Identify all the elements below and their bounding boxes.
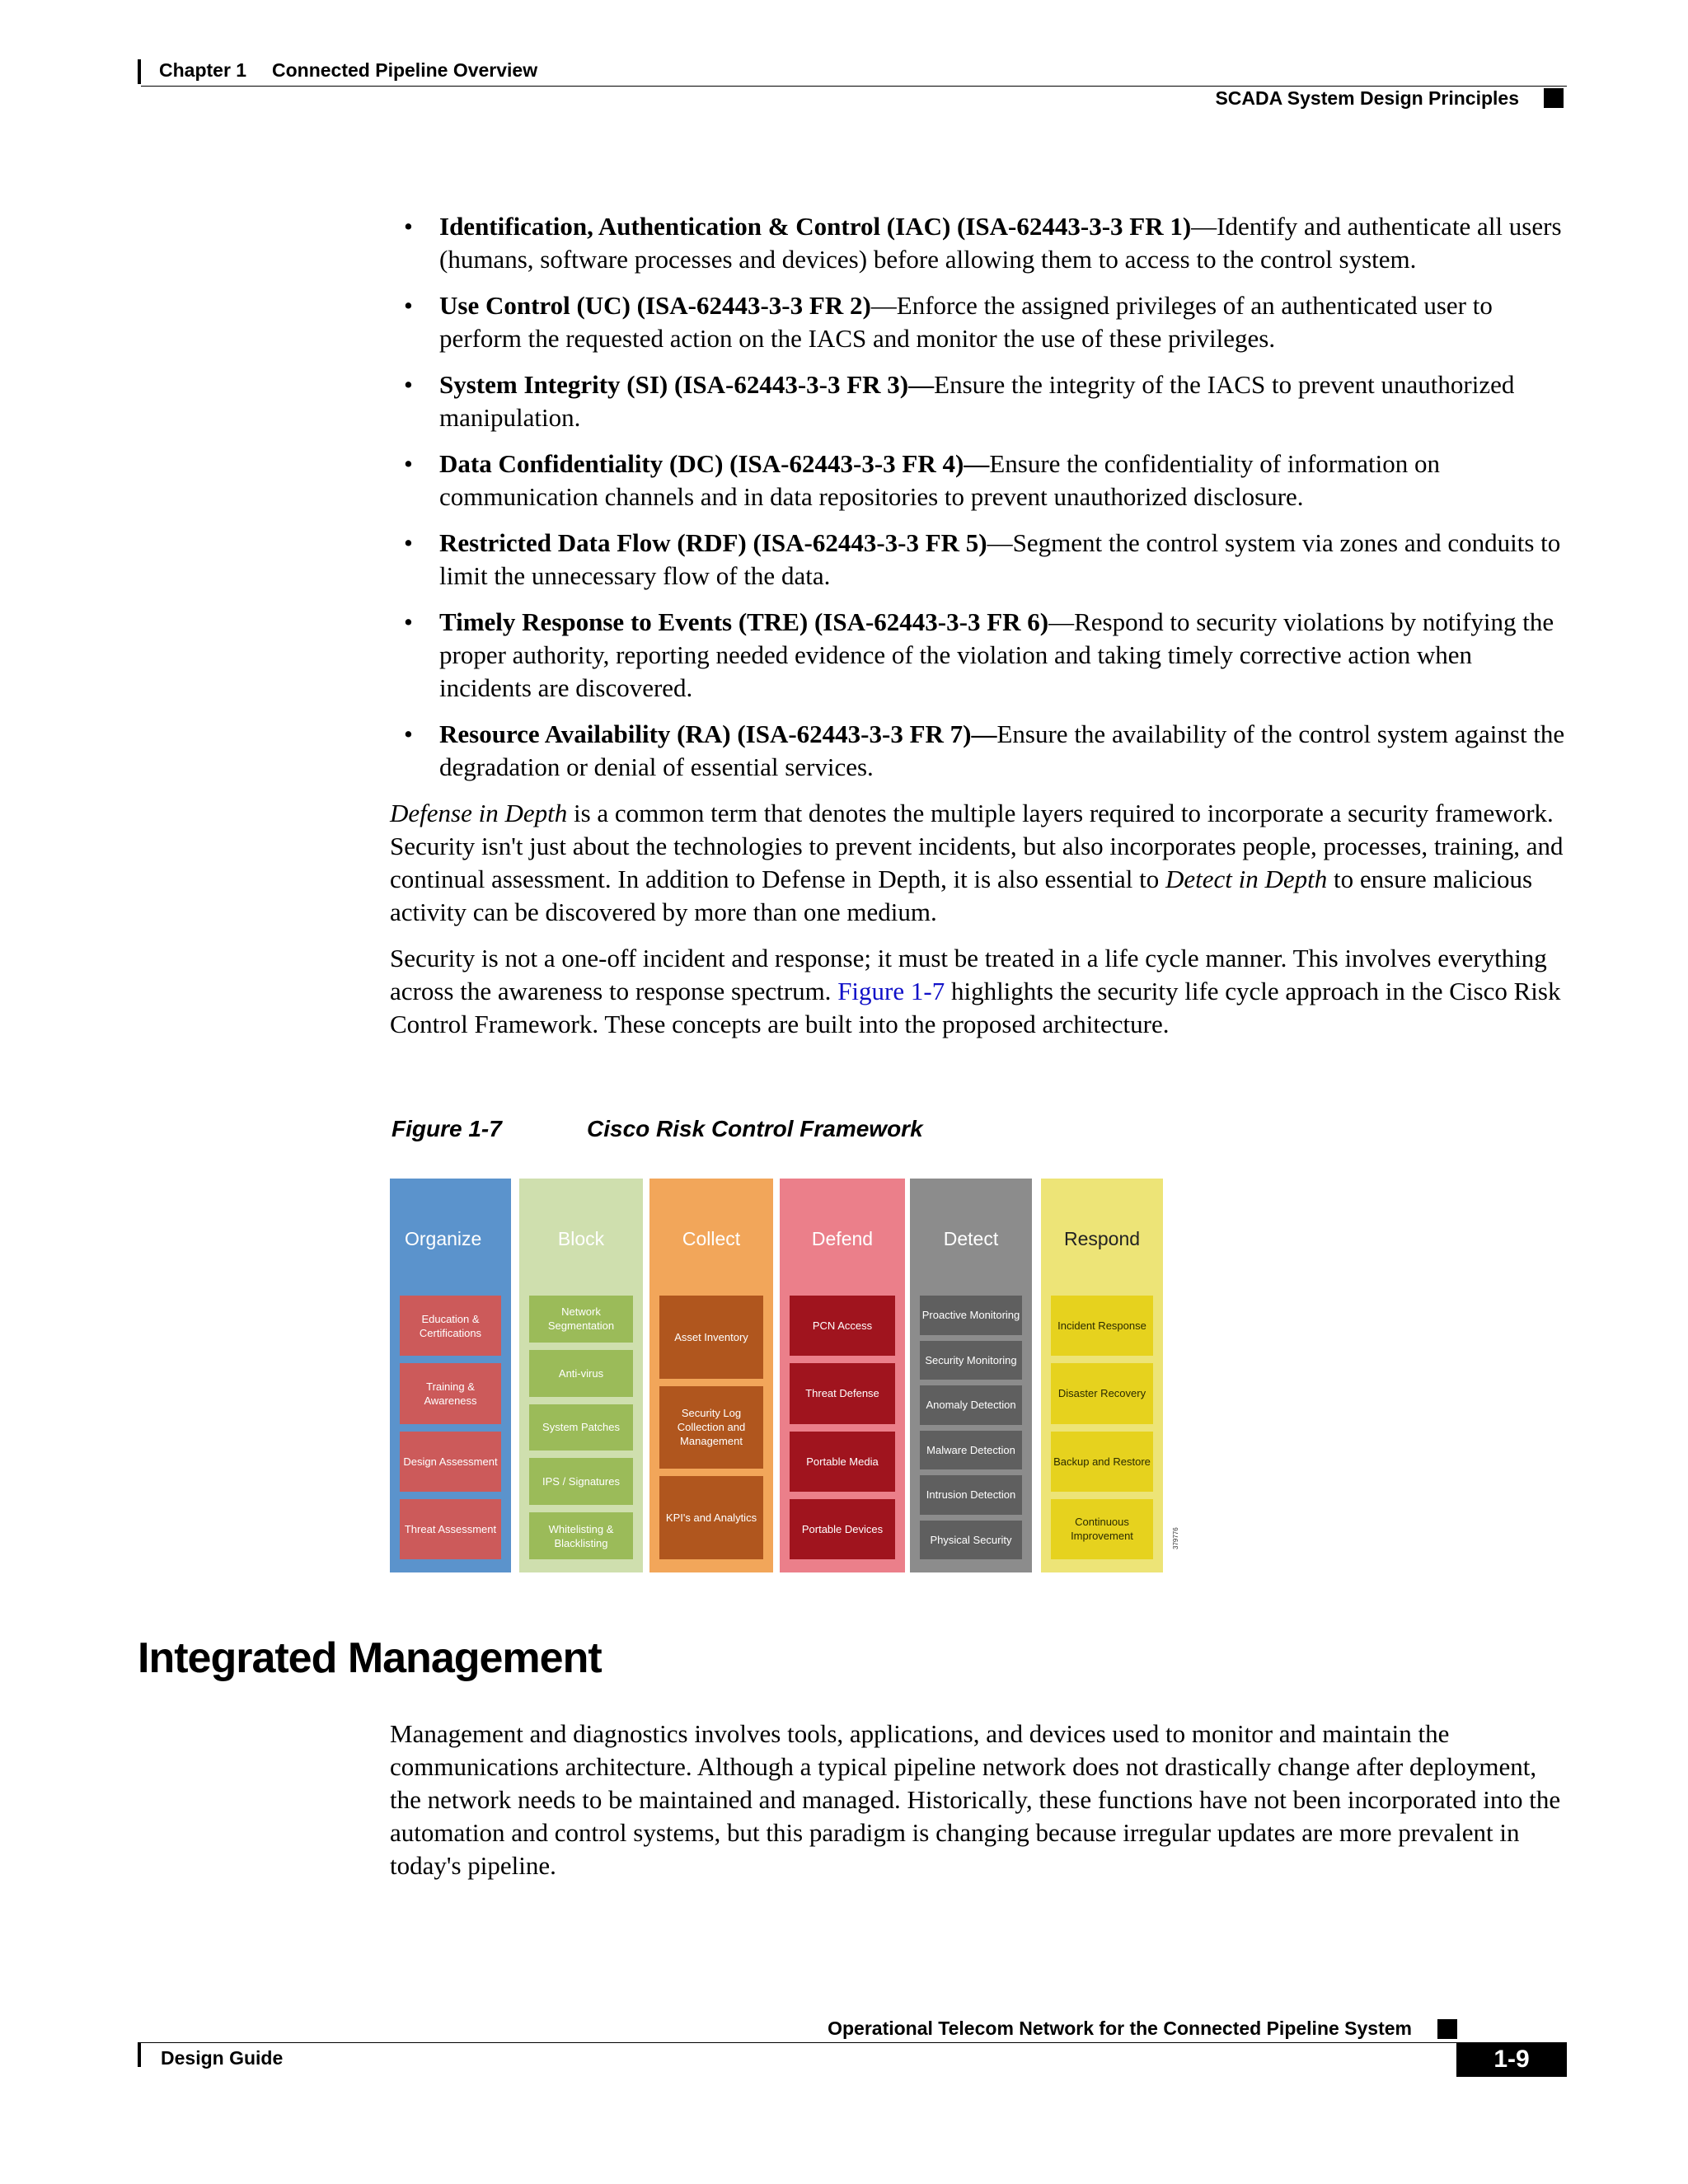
framework-item: PCN Access bbox=[790, 1296, 895, 1356]
framework-column-defend bbox=[780, 1179, 905, 1572]
management-paragraph-wrap bbox=[390, 1718, 1568, 1896]
framework-item: Anti-virus bbox=[529, 1350, 633, 1397]
column-title: Block bbox=[557, 1228, 605, 1249]
column-title: Respond bbox=[1063, 1228, 1141, 1249]
framework-column-collect bbox=[649, 1179, 773, 1572]
framework-item: Intrusion Detection bbox=[920, 1475, 1022, 1515]
framework-column-detect bbox=[910, 1179, 1032, 1572]
column-title: Detect bbox=[943, 1228, 999, 1249]
framework-item: Network Segmentation bbox=[529, 1296, 633, 1343]
framework-item: Design Assessment bbox=[400, 1432, 501, 1492]
footer-left-bar bbox=[138, 2042, 141, 2067]
requirements-list bbox=[390, 210, 1568, 784]
framework-item: Security Monitoring bbox=[920, 1341, 1022, 1380]
list-item: • Data Confidentiality (DC) (ISA-62443-3-3 FR 4)—Ensure the confidentiality of information on communication channels and in data repositories to prevent unauthorized disclosure. bbox=[404, 449, 1440, 511]
framework-item: Disaster Recovery bbox=[1051, 1363, 1153, 1423]
header-rule bbox=[141, 86, 1567, 87]
framework-column-block bbox=[519, 1179, 643, 1572]
framework-item: Incident Response bbox=[1051, 1296, 1153, 1356]
framework-item: Security Log Collection and Management bbox=[659, 1386, 763, 1469]
framework-item: Threat Assessment bbox=[400, 1499, 501, 1559]
framework-column-organize bbox=[390, 1179, 511, 1572]
header-right-square bbox=[1544, 88, 1564, 108]
framework-item: Education & Certifications bbox=[400, 1296, 501, 1356]
framework-item: Continuous Improvement bbox=[1051, 1499, 1153, 1559]
footer-doc-title: Operational Telecom Network for the Connected Pipeline System bbox=[828, 2018, 1412, 2039]
list-item: • Use Control (UC) (ISA-62443-3-3 FR 2)—Enforce the assigned privileges of an authenticated user to perform the requested action on the IACS and monitor the use of these privileges. bbox=[404, 291, 1493, 353]
section-title: Integrated Management bbox=[138, 1634, 602, 1682]
framework-item: Anomaly Detection bbox=[920, 1385, 1022, 1425]
framework-item: Portable Devices bbox=[790, 1499, 895, 1559]
column-title: Defend bbox=[811, 1228, 874, 1249]
framework-item: KPI's and Analytics bbox=[659, 1476, 763, 1559]
figure-number: Figure 1-7 bbox=[392, 1116, 502, 1141]
list-item: • Restricted Data Flow (RDF) (ISA-62443-3-3 FR 5)—Segment the control system via zones and conduits to limit the unnecessary flow of the data. bbox=[404, 528, 1561, 590]
framework-item: Backup and Restore bbox=[1051, 1432, 1153, 1492]
framework-item: Physical Security bbox=[920, 1521, 1022, 1560]
framework-item: Threat Defense bbox=[790, 1363, 895, 1423]
figure-title: Cisco Risk Control Framework bbox=[587, 1116, 923, 1141]
footer-square bbox=[1437, 2019, 1457, 2039]
framework-item: Proactive Monitoring bbox=[920, 1296, 1022, 1335]
framework-item: Portable Media bbox=[790, 1432, 895, 1492]
page-number: 1-9 bbox=[1493, 2046, 1530, 2073]
risk-control-framework-figure bbox=[390, 1179, 1189, 1574]
main-content bbox=[390, 210, 1568, 1054]
header-section: SCADA System Design Principles bbox=[1215, 87, 1519, 109]
framework-item: Training & Awareness bbox=[400, 1363, 501, 1423]
list-item: • Identification, Authentication & Control (IAC) (ISA-62443-3-3 FR 1)—Identify and authenticate all users (humans, software processes and devices) before allowing them to access to the control system. bbox=[404, 212, 1562, 274]
life-cycle-paragraph: Security is not a one-off incident and response; it must be treated in a life cycle manner. This involves everything across the awareness to response spectrum. Figure 1-7 highlights the security life cycle approach in the Cisco Risk Control Framework. These concepts are built into the proposed architecture. bbox=[390, 944, 1561, 1038]
list-item: • System Integrity (SI) (ISA-62443-3-3 FR 3)—Ensure the integrity of the IACS to prevent unauthorized manipulation. bbox=[404, 370, 1515, 432]
framework-item: Malware Detection bbox=[920, 1431, 1022, 1470]
framework-item: System Patches bbox=[529, 1404, 633, 1451]
figure-link[interactable]: Figure 1-7 bbox=[837, 977, 945, 1005]
management-paragraph: Management and diagnostics involves tools, applications, and devices used to monitor and maintain the communications architecture. Although a typical pipeline network does not drastically change after deployment, the network needs to be maintained and managed. Historically, these functions have not been incorporated into the automation and control systems, but this paradigm is changing because irregular updates are more prevalent in today's pipeline. bbox=[390, 1719, 1561, 1880]
figure-id: 379776 bbox=[1172, 1527, 1179, 1549]
column-title: Organize bbox=[405, 1228, 482, 1249]
header-left-bar bbox=[138, 59, 141, 84]
header-chapter: Chapter 1 bbox=[159, 59, 247, 81]
column-title: Collect bbox=[682, 1228, 741, 1249]
framework-item: IPS / Signatures bbox=[529, 1458, 633, 1505]
defense-in-depth-paragraph: Defense in Depth is a common term that denotes the multiple layers required to incorporate a security framework. Security isn't just about the technologies to prevent incidents, but also incorporates people, processes, training, and continual assessment. In addition to Defense in Depth, it is also essential to Detect in Depth to ensure malicious activity can be discovered by more than one medium. bbox=[390, 799, 1564, 926]
footer-guide: Design Guide bbox=[161, 2047, 284, 2069]
footer-page-box bbox=[1456, 2042, 1567, 2077]
footer-rule bbox=[141, 2042, 1567, 2043]
header-chapter-title: Connected Pipeline Overview bbox=[272, 59, 538, 81]
list-item: • Resource Availability (RA) (ISA-62443-3-3 FR 7)—Ensure the availability of the control system against the degradation or denial of essential services. bbox=[404, 719, 1565, 781]
framework-item: Asset Inventory bbox=[659, 1296, 763, 1379]
framework-column-respond bbox=[1041, 1179, 1163, 1572]
list-item: • Timely Response to Events (TRE) (ISA-62443-3-3 FR 6)—Respond to security violations by notifying the proper authority, reporting needed evidence of the violation and taking timely corrective action when incidents are discovered. bbox=[404, 607, 1554, 702]
figure-caption bbox=[392, 1116, 923, 1142]
framework-item: Whitelisting & Blacklisting bbox=[529, 1512, 633, 1559]
